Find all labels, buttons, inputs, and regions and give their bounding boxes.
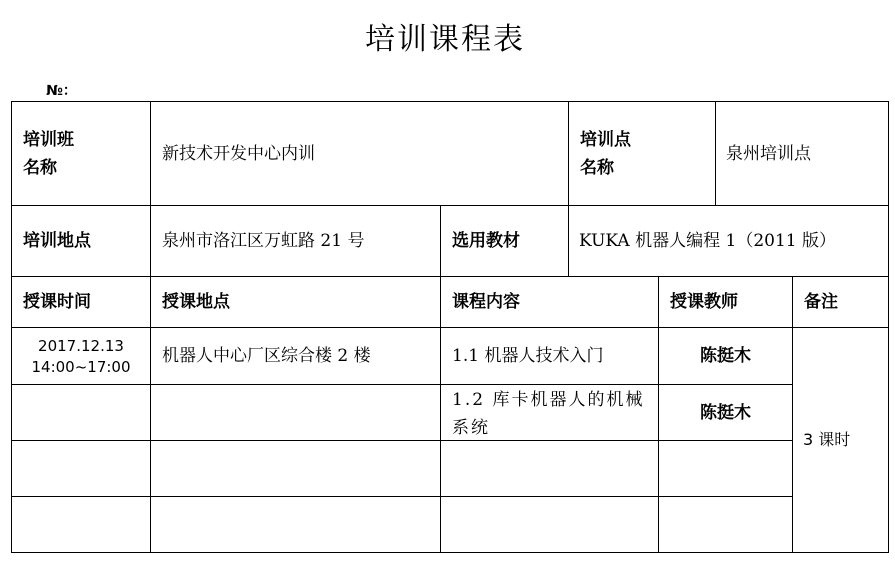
column-header-remark: 备注	[804, 292, 838, 312]
table-border	[888, 101, 889, 553]
row-1-place: 机器人中心厂区综合楼 2 楼	[162, 346, 371, 366]
row-3-content	[452, 441, 657, 496]
row-2-place	[162, 385, 437, 440]
row-2-content: 1.2 库卡机器人的机械 系统	[452, 390, 645, 438]
row-4-time	[23, 497, 148, 552]
textbook-value: KUKA 机器人编程 1（2011 版）	[579, 231, 837, 251]
remark-value: 3 课时	[803, 430, 851, 449]
class-name-value: 新技术开发中心内训	[162, 143, 315, 164]
table-border	[715, 101, 716, 206]
page-title: 培训课程表	[365, 22, 525, 57]
site-name-label: 培训点 名称	[580, 129, 631, 178]
site-name-value: 泉州培训点	[726, 143, 811, 164]
row-4-teacher	[659, 497, 792, 552]
document-number-label: №：	[46, 83, 77, 99]
table-border	[440, 205, 441, 553]
row-4-place	[162, 497, 437, 552]
row-4-content	[452, 497, 657, 552]
table-border	[150, 101, 151, 553]
row-1-time: 2017.12.13 14:00~17:00	[31, 337, 131, 376]
location-label: 培训地点	[23, 231, 91, 251]
row-1-teacher: 陈挺木	[700, 346, 751, 366]
column-header-place: 授课地点	[162, 292, 230, 312]
location-value: 泉州市洛江区万虹路 21 号	[162, 231, 365, 251]
column-header-time: 授课时间	[23, 292, 91, 312]
row-2-time	[23, 385, 148, 440]
table-border	[11, 552, 889, 553]
column-header-teacher: 授课教师	[670, 292, 738, 312]
row-3-place	[162, 441, 437, 496]
table-border	[568, 101, 569, 277]
row-3-teacher	[659, 441, 792, 496]
class-name-label: 培训班 名称	[23, 129, 74, 178]
row-1-content: 1.1 机器人技术入门	[452, 346, 604, 366]
textbook-label: 选用教材	[452, 231, 520, 251]
table-border	[792, 276, 793, 553]
row-3-time	[23, 441, 148, 496]
table-border	[11, 101, 12, 553]
column-header-content: 课程内容	[452, 292, 520, 312]
row-2-teacher: 陈挺木	[700, 402, 751, 423]
